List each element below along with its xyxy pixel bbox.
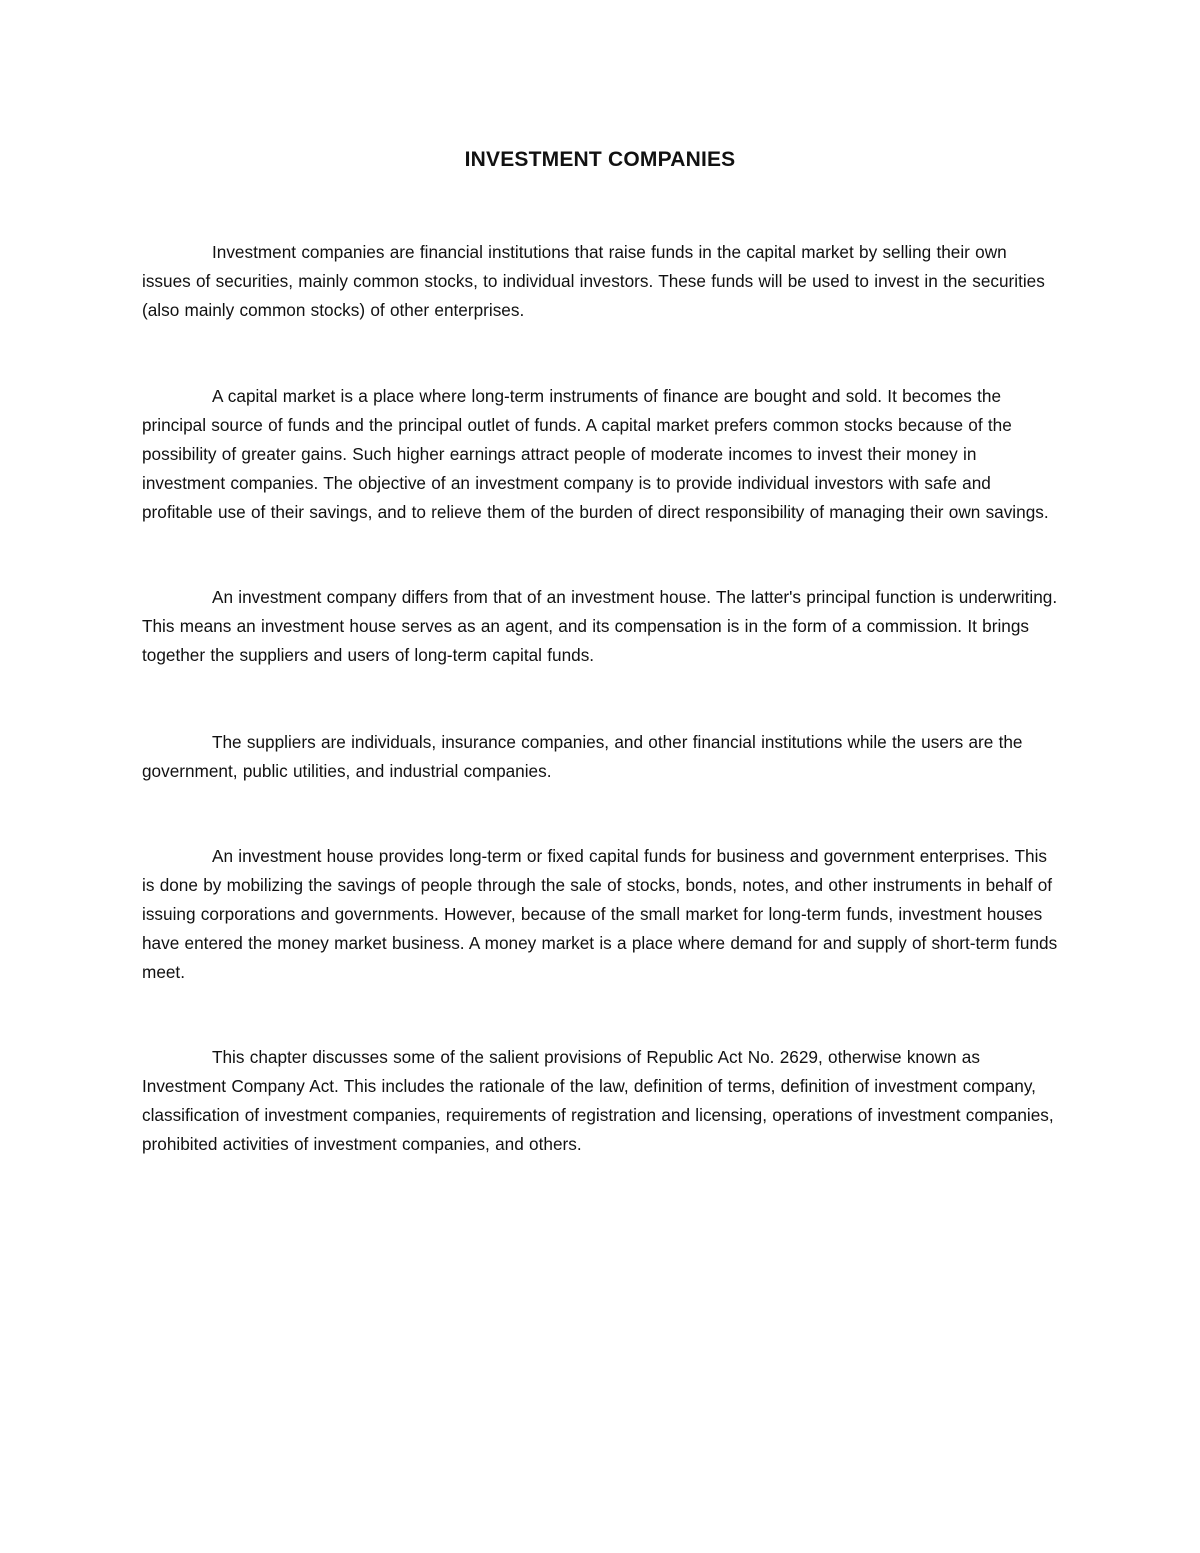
paragraph-capital-market: A capital market is a place where long-term instruments of finance are bought and sold. It becomes the principal source of funds and the principal outlet of funds. A capital market prefers common stocks because of the possibility of greater gains. Such higher earnings attract people of moderate incomes to invest their money in investment companies. The objective of an investment company is to provide individual investors with safe and profitable use of their savings, and to relieve them of the burden of direct responsibility of managing their own savings. xyxy=(142,386,1049,522)
document-title: INVESTMENT COMPANIES xyxy=(464,148,736,171)
paragraph-suppliers-users: The suppliers are individuals, insurance companies, and other financial institutions while the users are the government, public utilities, and industrial companies. xyxy=(142,731,1023,781)
paragraph-chapter-summary: This chapter discusses some of the salient provisions of Republic Act No. 2629, otherwise known as Investment Company Act. This includes the rationale of the law, definition of terms, definition of investment company, classification of investment companies, requirements of registration and licensing, operations of investment companies, prohibited activities of investment companies, and others. xyxy=(142,1047,1054,1154)
document-body xyxy=(142,238,1060,1217)
paragraph-investment-companies: Investment companies are financial institutions that raise funds in the capital market by selling their own issues of securities, mainly common stocks, to individual investors. These funds will be used to invest in the securities (also mainly common stocks) of other enterprises. xyxy=(142,242,1045,320)
paragraph-investment-house-difference: An investment company differs from that of an investment house. The latter's principal function is underwriting. This means an investment house serves as an agent, and its compensation is in the form of a commission. It brings together the suppliers and users of long-term capital funds. xyxy=(142,587,1058,665)
paragraph-investment-house-funds: An investment house provides long-term or fixed capital funds for business and government enterprises. This is done by mobilizing the savings of people through the sale of stocks, bonds, notes, and other instruments in behalf of issuing corporations and governments. However, because of the small market for long-term funds, investment houses have entered the money market business. A money market is a place where demand for and supply of short-term funds meet. xyxy=(142,846,1058,982)
